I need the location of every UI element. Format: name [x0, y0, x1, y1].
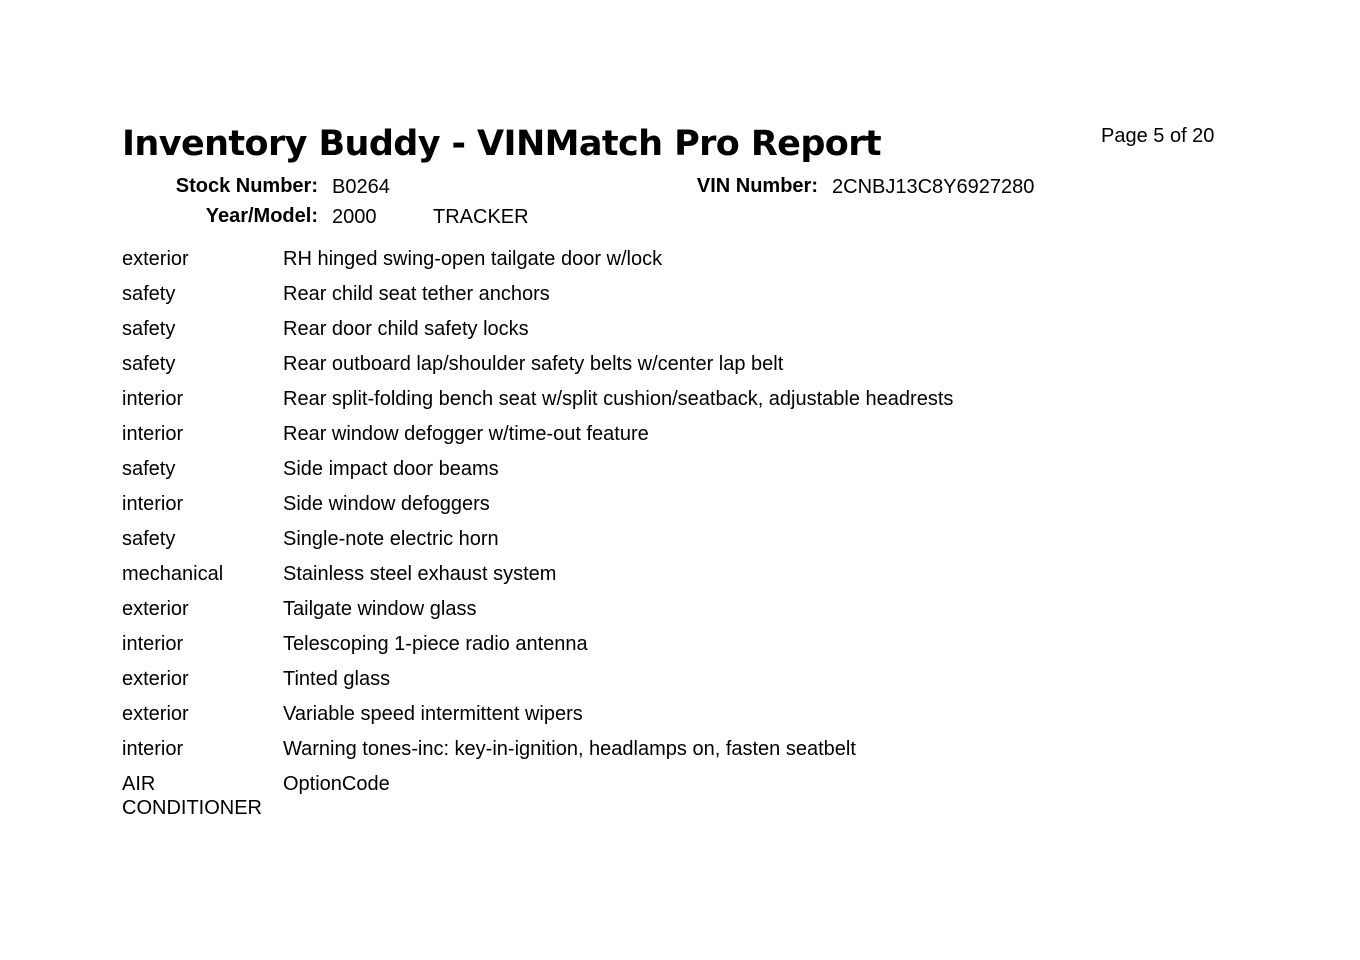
feature-row: [122, 316, 1122, 351]
feature-category: safety: [122, 318, 176, 340]
feature-description: Rear outboard lap/shoulder safety belts w/center lap belt: [283, 353, 784, 375]
model-value: TRACKER: [433, 206, 529, 228]
feature-row: [122, 281, 1122, 316]
feature-description: Rear child seat tether anchors: [283, 283, 550, 305]
feature-description: RH hinged swing-open tailgate door w/lock: [283, 248, 663, 270]
feature-description: Warning tones-inc: key-in-ignition, headlamps on, fasten seatbelt: [283, 738, 856, 760]
stock-number-value: B0264: [332, 176, 390, 198]
feature-description: Side impact door beams: [283, 458, 499, 480]
feature-row: [122, 771, 1122, 820]
feature-category: safety: [122, 458, 176, 480]
feature-description: Tailgate window glass: [283, 598, 477, 620]
feature-row: [122, 351, 1122, 386]
feature-description: Tinted glass: [283, 668, 391, 690]
feature-row: [122, 596, 1122, 631]
feature-row: [122, 561, 1122, 596]
feature-description: Rear split-folding bench seat w/split cushion/seatback, adjustable headrests: [283, 388, 954, 410]
feature-row: [122, 421, 1122, 456]
vin-number-value: 2CNBJ13C8Y6927280: [832, 176, 1035, 198]
feature-category: interior: [122, 633, 184, 655]
feature-row: [122, 246, 1122, 281]
feature-category: interior: [122, 493, 184, 515]
feature-category: AIR CONDITIONER: [122, 773, 262, 819]
vin-number-label: VIN Number:: [696, 175, 818, 197]
feature-row: [122, 491, 1122, 526]
feature-description: Telescoping 1-piece radio antenna: [283, 633, 588, 655]
feature-row: [122, 456, 1122, 491]
year-value: 2000: [332, 206, 377, 228]
feature-description: Rear door child safety locks: [283, 318, 529, 340]
feature-description: Single-note electric horn: [283, 528, 499, 550]
feature-row: [122, 526, 1122, 561]
feature-category: exterior: [122, 668, 189, 690]
feature-category: safety: [122, 528, 176, 550]
feature-row: [122, 631, 1122, 666]
feature-description: Rear window defogger w/time-out feature: [283, 423, 649, 445]
feature-description: OptionCode: [283, 773, 390, 795]
feature-row: [122, 666, 1122, 701]
feature-category: interior: [122, 388, 184, 410]
feature-description: Variable speed intermittent wipers: [283, 703, 583, 725]
stock-number-label: Stock Number:: [175, 175, 318, 197]
feature-row: [122, 386, 1122, 421]
feature-category: exterior: [122, 598, 189, 620]
feature-list: [122, 246, 1122, 820]
feature-description: Stainless steel exhaust system: [283, 563, 557, 585]
feature-category: mechanical: [122, 563, 224, 585]
year-model-label: Year/Model:: [205, 205, 318, 227]
feature-row: [122, 701, 1122, 736]
feature-category: interior: [122, 423, 184, 445]
feature-category: exterior: [122, 703, 189, 725]
feature-category: safety: [122, 283, 176, 305]
page-number: Page 5 of 20: [1101, 125, 1215, 147]
feature-category: interior: [122, 738, 184, 760]
feature-category: safety: [122, 353, 176, 375]
feature-description: Side window defoggers: [283, 493, 490, 515]
feature-row: [122, 736, 1122, 771]
feature-category: exterior: [122, 248, 189, 270]
report-title: Inventory Buddy - VINMatch Pro Report: [122, 124, 882, 164]
